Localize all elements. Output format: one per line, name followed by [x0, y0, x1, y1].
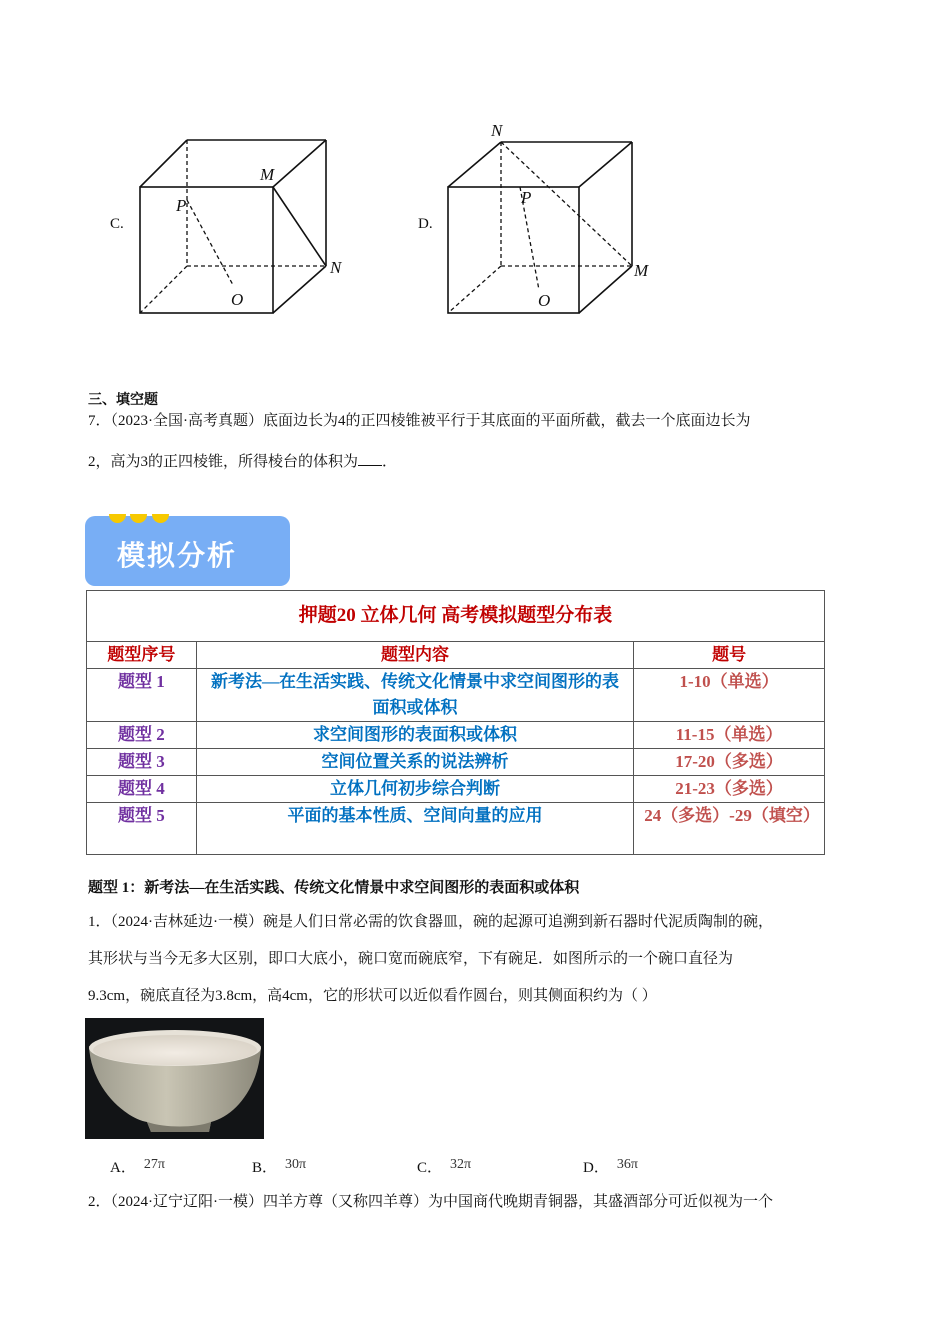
numbers-cell: 1-10（单选）	[634, 669, 825, 722]
dot-icon	[152, 514, 169, 523]
question-distribution-table	[86, 590, 825, 855]
content-cell: 求空间图形的表面积或体积	[196, 722, 633, 749]
point-p-label: P	[176, 196, 187, 215]
option-d[interactable]	[583, 1156, 638, 1177]
option-d-label: D.	[418, 216, 433, 232]
option-c[interactable]	[417, 1156, 471, 1177]
option-a-value: 27π	[143, 1157, 165, 1172]
option-c-value: 32π	[450, 1157, 472, 1172]
point-o-label: O	[538, 291, 551, 310]
type-cell: 题型 1	[87, 669, 197, 722]
table-title-row	[87, 591, 825, 642]
option-a[interactable]	[110, 1156, 165, 1177]
question-7-text: 2，高为3的正四棱锥，所得棱台的体积为	[88, 454, 359, 470]
question-1-line-3: 9.3cm，碗底直径为3.8cm，高4cm，它的形状可以近似看作圆台，则其侧面积约为（ ）	[88, 988, 657, 1004]
banner-title: 模拟分析	[117, 539, 238, 572]
type-cell: 题型 2	[87, 722, 197, 749]
numbers-cell: 21-23（多选）	[634, 776, 825, 803]
bowl-icon	[85, 1018, 264, 1139]
point-n-label: N	[330, 258, 342, 277]
type-1-heading: 题型 1：新考法—在生活实践、传统文化情景中求空间图形的表面积或体积	[88, 880, 580, 896]
numbers-cell: 11-15（单选）	[634, 722, 825, 749]
cube-figure-d	[440, 135, 670, 325]
option-b-value: 30π	[285, 1157, 307, 1172]
type-cell: 题型 3	[87, 749, 197, 776]
dot-icon	[109, 514, 126, 523]
point-n-label: N	[491, 121, 503, 140]
option-b-label: B．	[252, 1160, 278, 1176]
table-row	[87, 803, 825, 855]
table-row	[87, 722, 825, 749]
header-type-no: 题型序号	[87, 642, 197, 669]
numbers-cell: 24（多选）-29（填空）	[634, 803, 825, 855]
header-question-no: 题号	[634, 642, 825, 669]
type-cell: 题型 4	[87, 776, 197, 803]
question-7-end: ．	[382, 454, 398, 470]
bowl-photo	[85, 1018, 264, 1139]
point-m-label: M	[260, 165, 275, 184]
cube-figure-c	[130, 130, 360, 320]
section-title-fill-blank: 三、填空题	[88, 393, 158, 408]
question-2-line-1: 2．（2024·辽宁辽阳·一模）四羊方尊（又称四羊尊）为中国商代晚期青铜器，其盛酒部分可近似视为一个	[88, 1194, 773, 1210]
question-7-line-2	[88, 451, 397, 472]
dot-icon	[130, 514, 147, 523]
option-c-label: C．	[417, 1160, 443, 1176]
point-o-label: O	[231, 290, 244, 309]
content-cell: 空间位置关系的说法辨析	[196, 749, 633, 776]
content-cell: 立体几何初步综合判断	[196, 776, 633, 803]
question-1-line-1: 1．（2024·吉林延边·一模）碗是人们日常必需的饮食器皿，碗的起源可追溯到新石器时代泥质陶制的碗，	[88, 914, 773, 930]
table-row	[87, 669, 825, 722]
content-cell: 平面的基本性质、空间向量的应用	[196, 803, 633, 855]
option-b[interactable]	[252, 1156, 306, 1177]
question-1-line-2: 其形状与当今无多大区别，即口大底小，碗口宽而碗底窄，下有碗足．如图所示的一个碗口直径为	[88, 951, 734, 967]
header-type-content: 题型内容	[196, 642, 633, 669]
question-7-line-1: 7．（2023·全国·高考真题）底面边长为4的正四棱锥被平行于其底面的平面所截，截去一个底面边长为	[88, 413, 751, 429]
answer-blank[interactable]	[358, 451, 382, 466]
option-d-label: D．	[583, 1160, 609, 1176]
content-cell: 新考法—在生活实践、传统文化情景中求空间图形的表面积或体积	[196, 669, 633, 722]
point-m-label: M	[634, 261, 649, 280]
table-row	[87, 776, 825, 803]
option-d-value: 36π	[616, 1157, 638, 1172]
option-c-label: C.	[110, 216, 124, 232]
option-a-label: A．	[110, 1160, 136, 1176]
type-cell: 题型 5	[87, 803, 197, 855]
point-p-label: P	[521, 188, 532, 207]
section-banner	[85, 516, 290, 586]
numbers-cell: 17-20（多选）	[634, 749, 825, 776]
table-title: 押题20 立体几何 高考模拟题型分布表	[87, 591, 825, 642]
table-header-row	[87, 642, 825, 669]
table-row	[87, 749, 825, 776]
